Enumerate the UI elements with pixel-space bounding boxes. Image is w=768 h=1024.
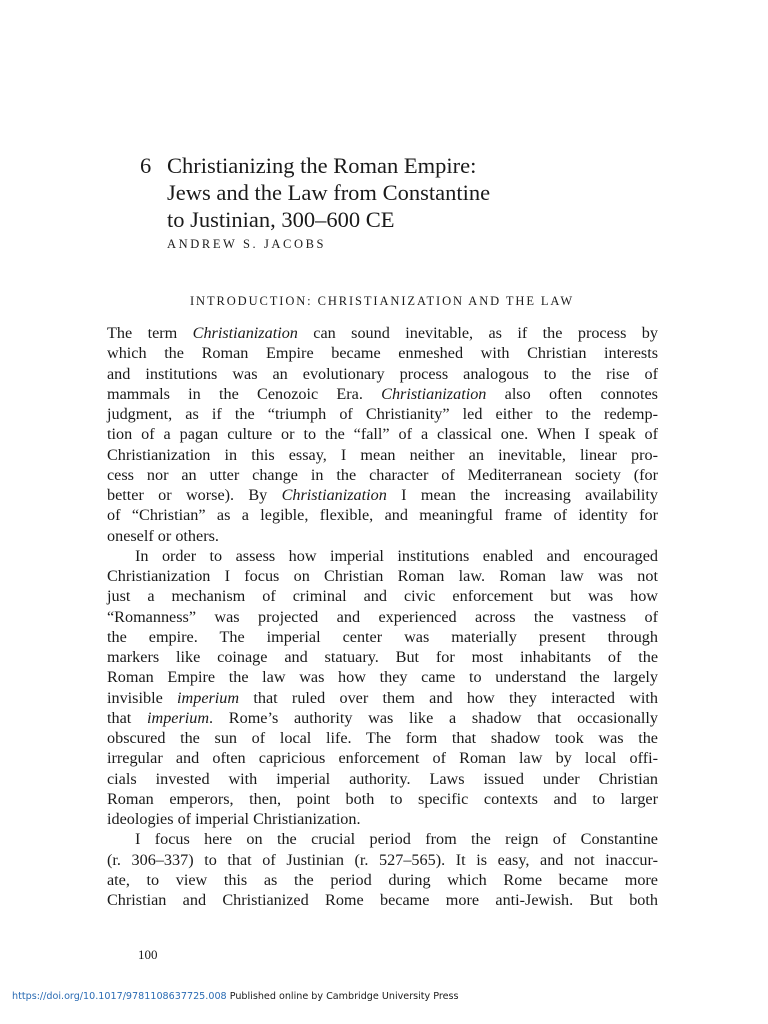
doi-link[interactable]: https://doi.org/10.1017/9781108637725.008 [12,991,227,1002]
chapter-title-lines [167,152,490,233]
body-line [107,566,658,586]
text-run: ideologies of imperial Christianization. [107,810,361,828]
chapter-title [140,152,660,233]
body-line [107,890,658,910]
body-line [107,404,658,424]
text-run: irregular and often capricious enforcement of Roman law by local offi- [107,749,658,768]
body-line [107,647,658,667]
body-line [107,627,658,647]
text-run: the empire. The imperial center was materially present through [107,627,658,646]
text-run: ate, to view this as the period during which Rome became more [107,870,658,889]
text-run: oneself or others. [107,526,219,545]
text-run: and institutions was an evolutionary process analogous to the rise of [107,364,658,383]
text-run: Roman Empire the law was how they came to understand the largely [107,668,658,687]
body-line [107,445,658,465]
text-run: I mean the increasing availability [386,486,658,504]
chapter-title-line: to Justinian, 300–600 CE [167,207,395,232]
body-line [107,829,658,849]
body-line [107,728,658,748]
text-run: obscured the sun of local life. The form that shadow took was the [107,729,658,747]
body-text [107,323,658,910]
body-line [107,323,658,343]
body-line [107,607,658,627]
body-line [107,870,658,890]
text-run: markers like coinage and statuary. But for most inhabitants of the [107,648,658,666]
chapter-author: ANDREW S. JACOBS [167,237,327,251]
italic-text: imperium [177,688,240,707]
body-line [107,586,658,606]
body-line [107,850,658,870]
body-line [107,667,658,687]
text-run: The term [107,324,193,342]
text-run: can sound inevitable, as if the process by [297,324,658,342]
text-run: In order to assess how imperial institutions enabled and encouraged [135,546,658,565]
body-line [107,769,658,789]
page-number: 100 [138,947,158,962]
text-run: mammals in the Cenozoic Era. [107,384,382,403]
text-run: judgment, as if the “triumph of Christianity” led either to the redemp- [107,405,658,423]
italic-text: Christianization [281,486,387,504]
body-line [107,343,658,363]
text-run: just a mechanism of criminal and civic enforcement but was how [107,587,658,606]
text-run: which the Roman Empire became enmeshed with Christian interests [107,344,658,363]
text-run: cess nor an utter change in the character of Mediterranean society (for [107,465,658,484]
body-line [107,384,658,404]
text-run: invisible [107,688,178,707]
text-run: cials invested with imperial authority. Laws issued under Christian [107,769,658,788]
body-line [107,485,658,505]
text-run: “Romanness” was projected and experienced across the vastness of [107,607,658,626]
text-run: that ruled over them and how they interacted with [239,688,658,707]
body-line [107,364,658,384]
text-run: . Rome’s authority was like a shadow that occasionally [209,708,658,727]
text-run: that [107,708,147,727]
chapter-heading [140,152,660,252]
body-line [107,505,658,525]
body-line [107,708,658,728]
text-run: better or worse). By [107,486,282,504]
section-heading: INTRODUCTION: CHRISTIANIZATION AND THE LAW [189,294,575,308]
body-line [107,688,658,708]
page-footer [12,991,459,1002]
body-line [107,424,658,444]
italic-text: imperium [147,708,210,727]
italic-text: Christianization [381,384,487,403]
body-line [107,465,658,485]
chapter-title-line: Jews and the Law from Constantine [167,180,491,205]
text-run: also often connotes [486,384,658,403]
chapter-title-line: Christianizing the Roman Empire: [167,153,477,178]
chapter-number: 6 [140,153,152,178]
text-run: Christianization in this essay, I mean neither an inevitable, linear pro- [107,445,658,464]
text-run: I focus here on the crucial period from the reign of Constantine [135,830,658,849]
text-run: of “Christian” as a legible, flexible, and meaningful frame of identity for [107,506,658,525]
body-line [107,526,658,546]
body-line [107,789,658,809]
text-run: (r. 306–337) to that of Justinian (r. 527–565). It is easy, and not inaccur- [107,850,658,869]
body-line [107,809,658,829]
body-line [107,748,658,768]
text-run: Christianization I focus on Christian Roman law. Roman law was not [107,567,658,585]
body-line [107,546,658,566]
text-run: Christian and Christianized Rome became more anti-Jewish. But both [107,891,658,909]
text-run: tion of a pagan culture or to the “fall” of a classical one. When I speak of [107,425,658,444]
footer-publisher-text: Published online by Cambridge University Press [229,991,459,1002]
italic-text: Christianization [192,324,298,342]
text-run: Roman emperors, then, point both to specific contexts and to larger [107,789,658,808]
